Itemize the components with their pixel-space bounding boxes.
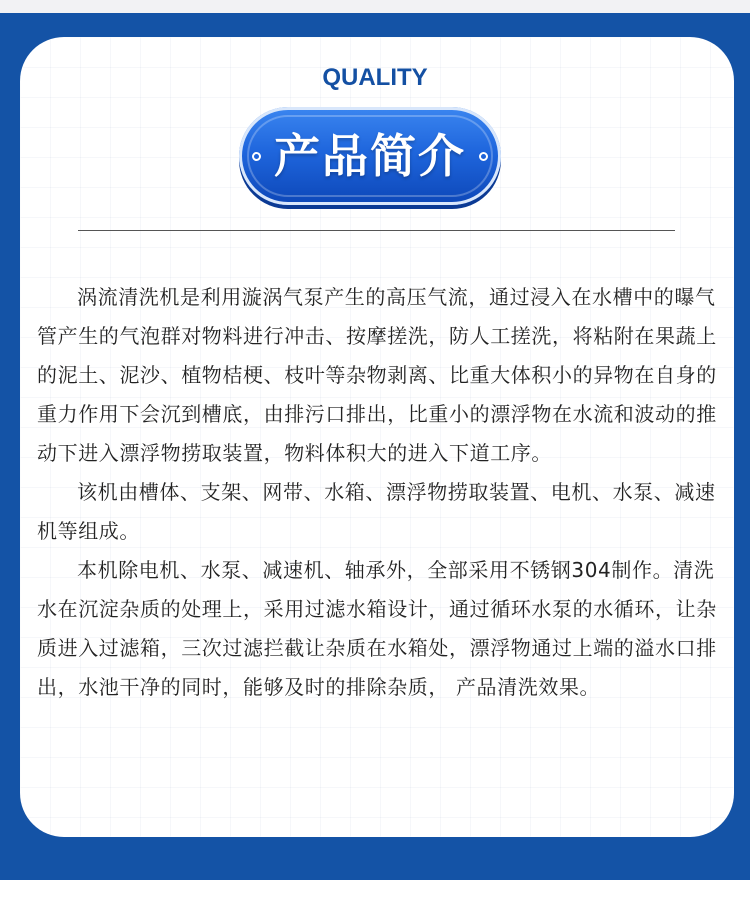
- page-title: 产品简介: [274, 129, 466, 183]
- top-strip: [0, 0, 750, 13]
- description-paragraph: 涡流清洗机是利用漩涡气泵产生的高压气流，通过浸入在水槽中的曝气管产生的气泡群对物料进行冲击、按摩搓洗，防人工搓洗，将粘附在果蔬上的泥土、泥沙、植物桔梗、枝叶等杂物剥离、比重大体积小的异物在自身的重力作用下会沉到槽底，由排污口排出，比重小的漂浮物在水流和波动的推动下进入漂浮物捞取装置，物料体积大的进入下道工序。: [37, 285, 717, 465]
- description-paragraph: 该机由槽体、支架、网带、水箱、漂浮物捞取装置、电机、水泵、减速机等组成。: [37, 480, 716, 543]
- description-paragraph: 本机除电机、水泵、减速机、轴承外，全部采用不锈钢304制作。清洗水在沉淀杂质的处理上，采用过滤水箱设计，通过循环水泵的水循环，让杂质进入过滤箱，三次过滤拦截让杂质在水箱处，漂浮物通过上端的溢水口排出，水池干净的同时，能够及时的排除杂质， 产品清洗效果。: [37, 558, 717, 699]
- quality-label: QUALITY: [322, 64, 428, 91]
- bottom-strip: [0, 880, 750, 899]
- title-badge: [239, 107, 501, 205]
- product-description: [37, 278, 721, 707]
- divider: [78, 230, 675, 231]
